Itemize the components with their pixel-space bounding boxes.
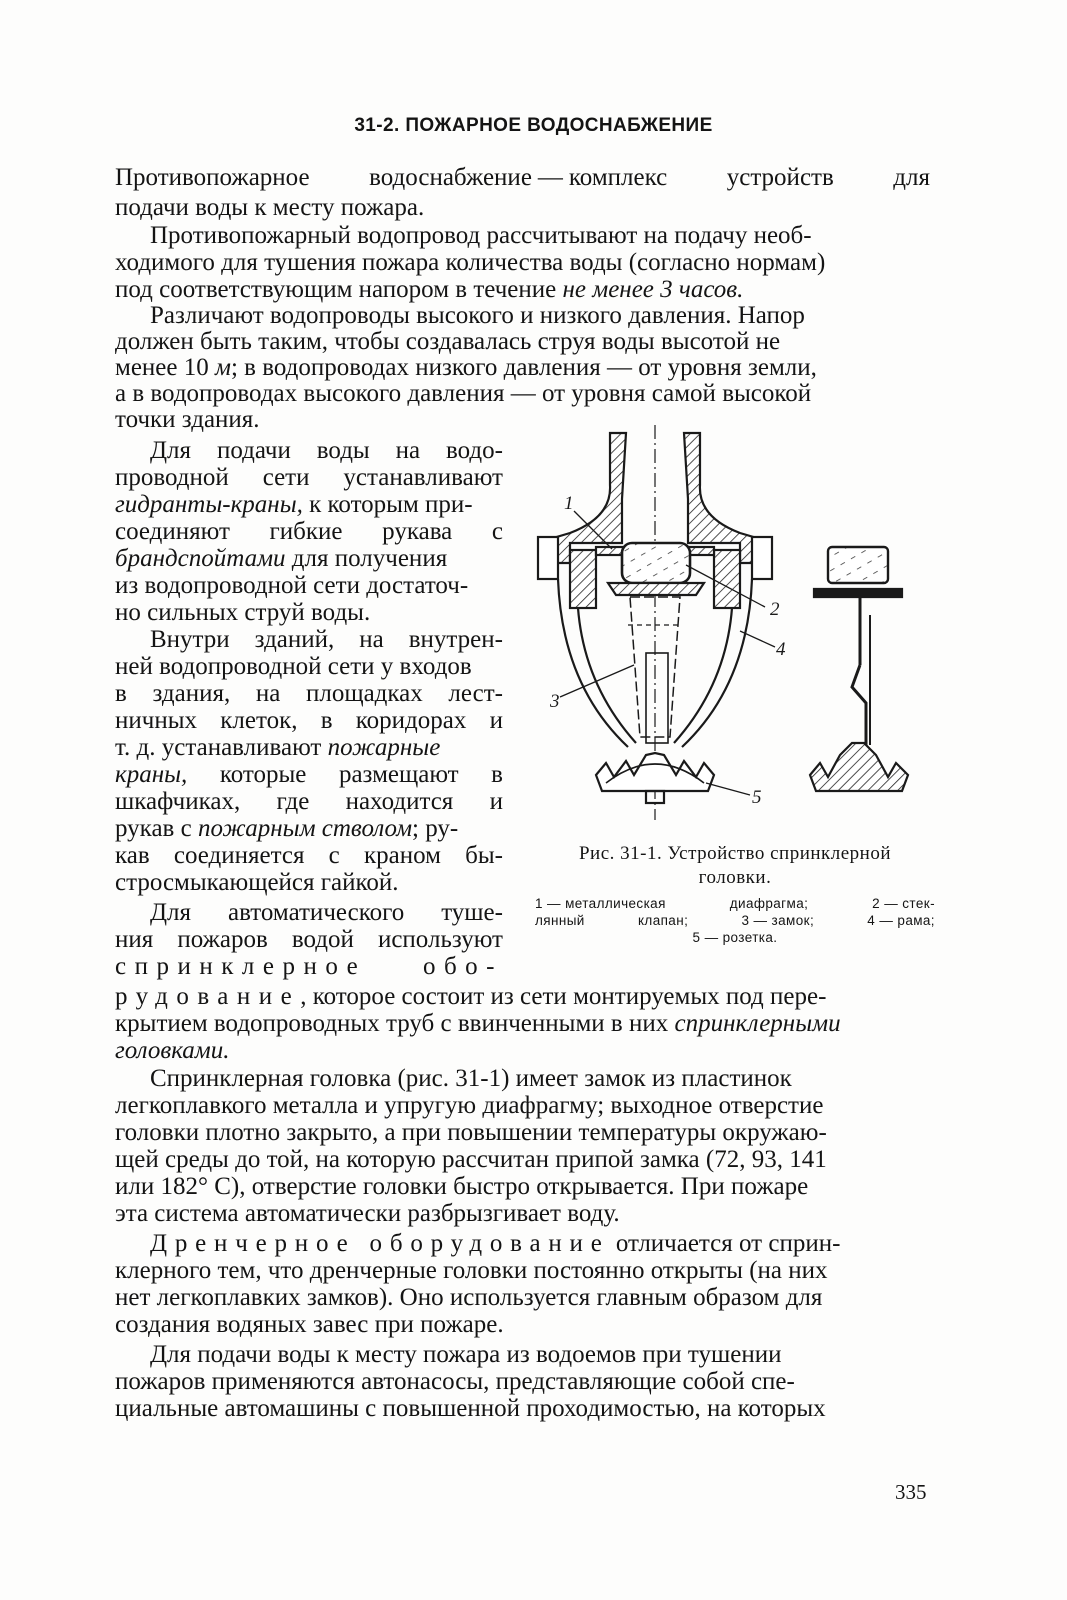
legend-item: 1 — металлическая	[535, 896, 666, 911]
term: пожарные	[327, 734, 441, 761]
term: спринклерными	[674, 1010, 841, 1037]
word: —	[537, 164, 563, 191]
word: устройств	[726, 164, 834, 191]
word: проводной	[115, 464, 229, 491]
figure-label-1: 1	[564, 493, 574, 514]
word: подачи	[216, 437, 291, 464]
figure-label-2: 2	[770, 599, 780, 620]
word: ничных	[115, 707, 198, 734]
word: и	[489, 788, 503, 815]
para-4-line-4	[115, 517, 503, 547]
para-5-line-8	[115, 814, 458, 844]
word: водой	[291, 926, 354, 953]
word: бы-	[465, 842, 503, 869]
word: площадках	[305, 680, 423, 707]
word: лест-	[448, 680, 503, 707]
para-7-line-3: головки плотно закрыто, а при повышении температуры окружаю-	[115, 1119, 827, 1146]
para-6-line-2	[115, 925, 503, 955]
section-heading: 31-2. ПОЖАРНОЕ ВОДОСНАБЖЕНИЕ	[354, 115, 713, 136]
text: ; в водопроводах низкого давления — от уровня земли,	[230, 354, 817, 381]
word: устанавливают	[343, 464, 503, 491]
word: туше-	[441, 899, 503, 926]
legend-item: 2 — стек-	[872, 896, 935, 911]
para-6-line-6	[115, 1036, 229, 1066]
legend-item: диафрагма;	[729, 896, 809, 911]
spaced-term: обо-	[422, 953, 503, 980]
word: на	[359, 626, 384, 653]
word: комплекс	[568, 164, 668, 191]
para-5-line-2: ней водопроводной сети у входов	[115, 653, 472, 680]
para-4-line-5	[115, 544, 447, 574]
para-4-line-7: но сильных струй воды.	[115, 599, 371, 626]
word: с	[328, 842, 340, 869]
para-7-line-4: щей среды до той, на которую рассчитан припой замка (72, 93, 141	[115, 1146, 827, 1173]
para-1-line-2: подачи воды к месту пожара.	[115, 194, 425, 221]
word: размещают	[338, 761, 459, 788]
para-9-line-3: циальные автомашины с повышенной проходимостью, на которых	[115, 1395, 826, 1422]
para-5-line-10: стросмыкающейся гайкой.	[115, 869, 399, 896]
para-5-line-1	[150, 625, 503, 655]
para-6-line-4	[115, 982, 826, 1012]
para-5-line-7	[115, 787, 503, 817]
para-3-line-5: точки здания.	[115, 406, 260, 433]
legend-line-2	[535, 912, 935, 929]
word: сети	[262, 464, 310, 491]
word: клеток,	[220, 707, 298, 734]
para-4-line-2	[115, 463, 503, 493]
word: на	[395, 437, 421, 464]
word: автоматического	[228, 899, 405, 926]
word: водоснабжение	[369, 164, 532, 191]
para-1-line-1	[115, 163, 930, 193]
legend-item: 3 — замок;	[741, 913, 815, 928]
para-3-line-2: должен быть таким, чтобы создавалась струя воды высотой не	[115, 328, 781, 355]
term: гидранты-краны,	[115, 491, 303, 518]
word: Для	[150, 437, 192, 464]
word: здания,	[152, 680, 231, 707]
word: кав	[115, 842, 150, 869]
word: гибкие	[269, 518, 343, 545]
term: брандспойтами	[115, 545, 286, 572]
para-7-line-1: Спринклерная головка (рис. 31-1) имеет замок из пластинок	[150, 1065, 792, 1092]
para-2-line-1: Противопожарный водопровод рассчитывают на подачу необ-	[150, 222, 812, 249]
figure-label-4: 4	[776, 639, 786, 660]
word: Внутри	[150, 626, 230, 653]
para-2-line-2: ходимого для тушения пожара количества воды (согласно нормам)	[115, 249, 826, 276]
text: под соответствующим напором в течение	[115, 276, 563, 303]
text: отличается от сприн-	[609, 1230, 841, 1257]
para-6-line-3	[115, 952, 503, 982]
para-8-line-2: клерного тем, что дренчерные головки постоянно открыты (на них	[115, 1257, 828, 1284]
para-6-line-5	[115, 1009, 841, 1039]
word: которые	[219, 761, 307, 788]
para-5-line-3	[115, 679, 503, 709]
emphasis: не менее 3 часов.	[562, 276, 744, 303]
figure-label-5: 5	[752, 787, 762, 808]
word: находится	[345, 788, 454, 815]
para-3-line-4: а в водопроводах высокого давления — от уровня самой высокой	[115, 380, 812, 407]
unit: м	[215, 354, 231, 381]
spaced-term: Дренчерное оборудование	[150, 1230, 610, 1257]
word: зданий,	[254, 626, 335, 653]
para-3-line-1: Различают водопроводы высокого и низкого давления. Напор	[150, 302, 805, 329]
word: для	[893, 164, 930, 191]
term: пожарным стволом	[197, 815, 413, 842]
word: водо-	[446, 437, 503, 464]
text: рукав с	[115, 815, 198, 842]
figure-legend	[535, 895, 935, 946]
para-4-line-6: из водопроводной сети достаточ-	[115, 572, 469, 599]
para-7-line-2: легкоплавкого металла и упругую диафрагму; выходное отверстие	[115, 1092, 824, 1119]
para-9-line-2: пожаров применяются автонасосы, представляющие собой спе-	[115, 1368, 795, 1395]
word: в	[491, 761, 503, 788]
word: коридорах	[355, 707, 467, 734]
para-8-line-3: нет легкоплавких замков). Оно используется главным образом для	[115, 1284, 823, 1311]
text: менее 10	[115, 354, 215, 381]
text: т. д. устанавливают	[115, 734, 328, 761]
word: и	[489, 707, 503, 734]
legend-item: 4 — рама;	[867, 913, 935, 928]
term: краны,	[115, 761, 188, 788]
para-6-line-1	[150, 898, 503, 928]
legend-line-3: 5 — розетка.	[692, 930, 778, 945]
word: внутрен-	[408, 626, 503, 653]
spaced-term: рудование	[115, 983, 301, 1010]
word: где	[276, 788, 310, 815]
word: шкафчиках,	[115, 788, 241, 815]
figure-caption	[535, 842, 935, 890]
para-4-line-3	[115, 490, 473, 520]
word: в	[115, 680, 127, 707]
word: на	[255, 680, 281, 707]
word: Для	[150, 899, 192, 926]
text: ; ру-	[412, 815, 459, 842]
word-group	[369, 163, 667, 193]
word: ния	[115, 926, 154, 953]
para-5-line-5	[115, 733, 440, 763]
text: для получения	[285, 545, 448, 572]
word: в	[320, 707, 333, 734]
para-9-line-1: Для подачи воды к месту пожара из водоемов при тушении	[150, 1341, 782, 1368]
figure-label-3: 3	[550, 691, 560, 712]
sprinkler-head-drawing	[530, 425, 940, 845]
legend-item: лянный	[535, 913, 585, 928]
para-7-line-5: или 182° С), отверстие головки быстро открывается. При пожаре	[115, 1173, 809, 1200]
word: соединяется	[173, 842, 305, 869]
word: с	[491, 518, 503, 545]
word: соединяют	[115, 518, 230, 545]
spaced-term: спринклерное	[115, 953, 367, 980]
caption-line-2: головки.	[698, 867, 772, 888]
para-5-line-9	[115, 841, 503, 871]
word: краном	[363, 842, 441, 869]
text: к которым при-	[302, 491, 473, 518]
word: рукава	[382, 518, 453, 545]
word: пожаров	[177, 926, 268, 953]
legend-line-1	[535, 895, 935, 912]
para-4-line-1	[150, 436, 503, 466]
para-5-line-6	[115, 760, 503, 790]
para-5-line-4	[115, 706, 503, 736]
text: , которое состоит из сети монтируемых под пере-	[300, 983, 827, 1010]
caption-line-1: Рис. 31-1. Устройство спринклерной	[578, 843, 892, 864]
term: головками.	[115, 1037, 230, 1064]
para-8-line-1	[150, 1229, 840, 1259]
page-number: 335	[895, 1480, 927, 1504]
text: крытием водопроводных труб с ввинченными в них	[115, 1010, 675, 1037]
word: Противопожарное	[115, 164, 310, 191]
para-7-line-6: эта система автоматически разбрызгивает воду.	[115, 1200, 620, 1227]
legend-item: клапан;	[637, 913, 689, 928]
word: используют	[377, 926, 503, 953]
para-8-line-4: создания водяных завес при пожаре.	[115, 1311, 504, 1338]
word: воды	[316, 437, 370, 464]
